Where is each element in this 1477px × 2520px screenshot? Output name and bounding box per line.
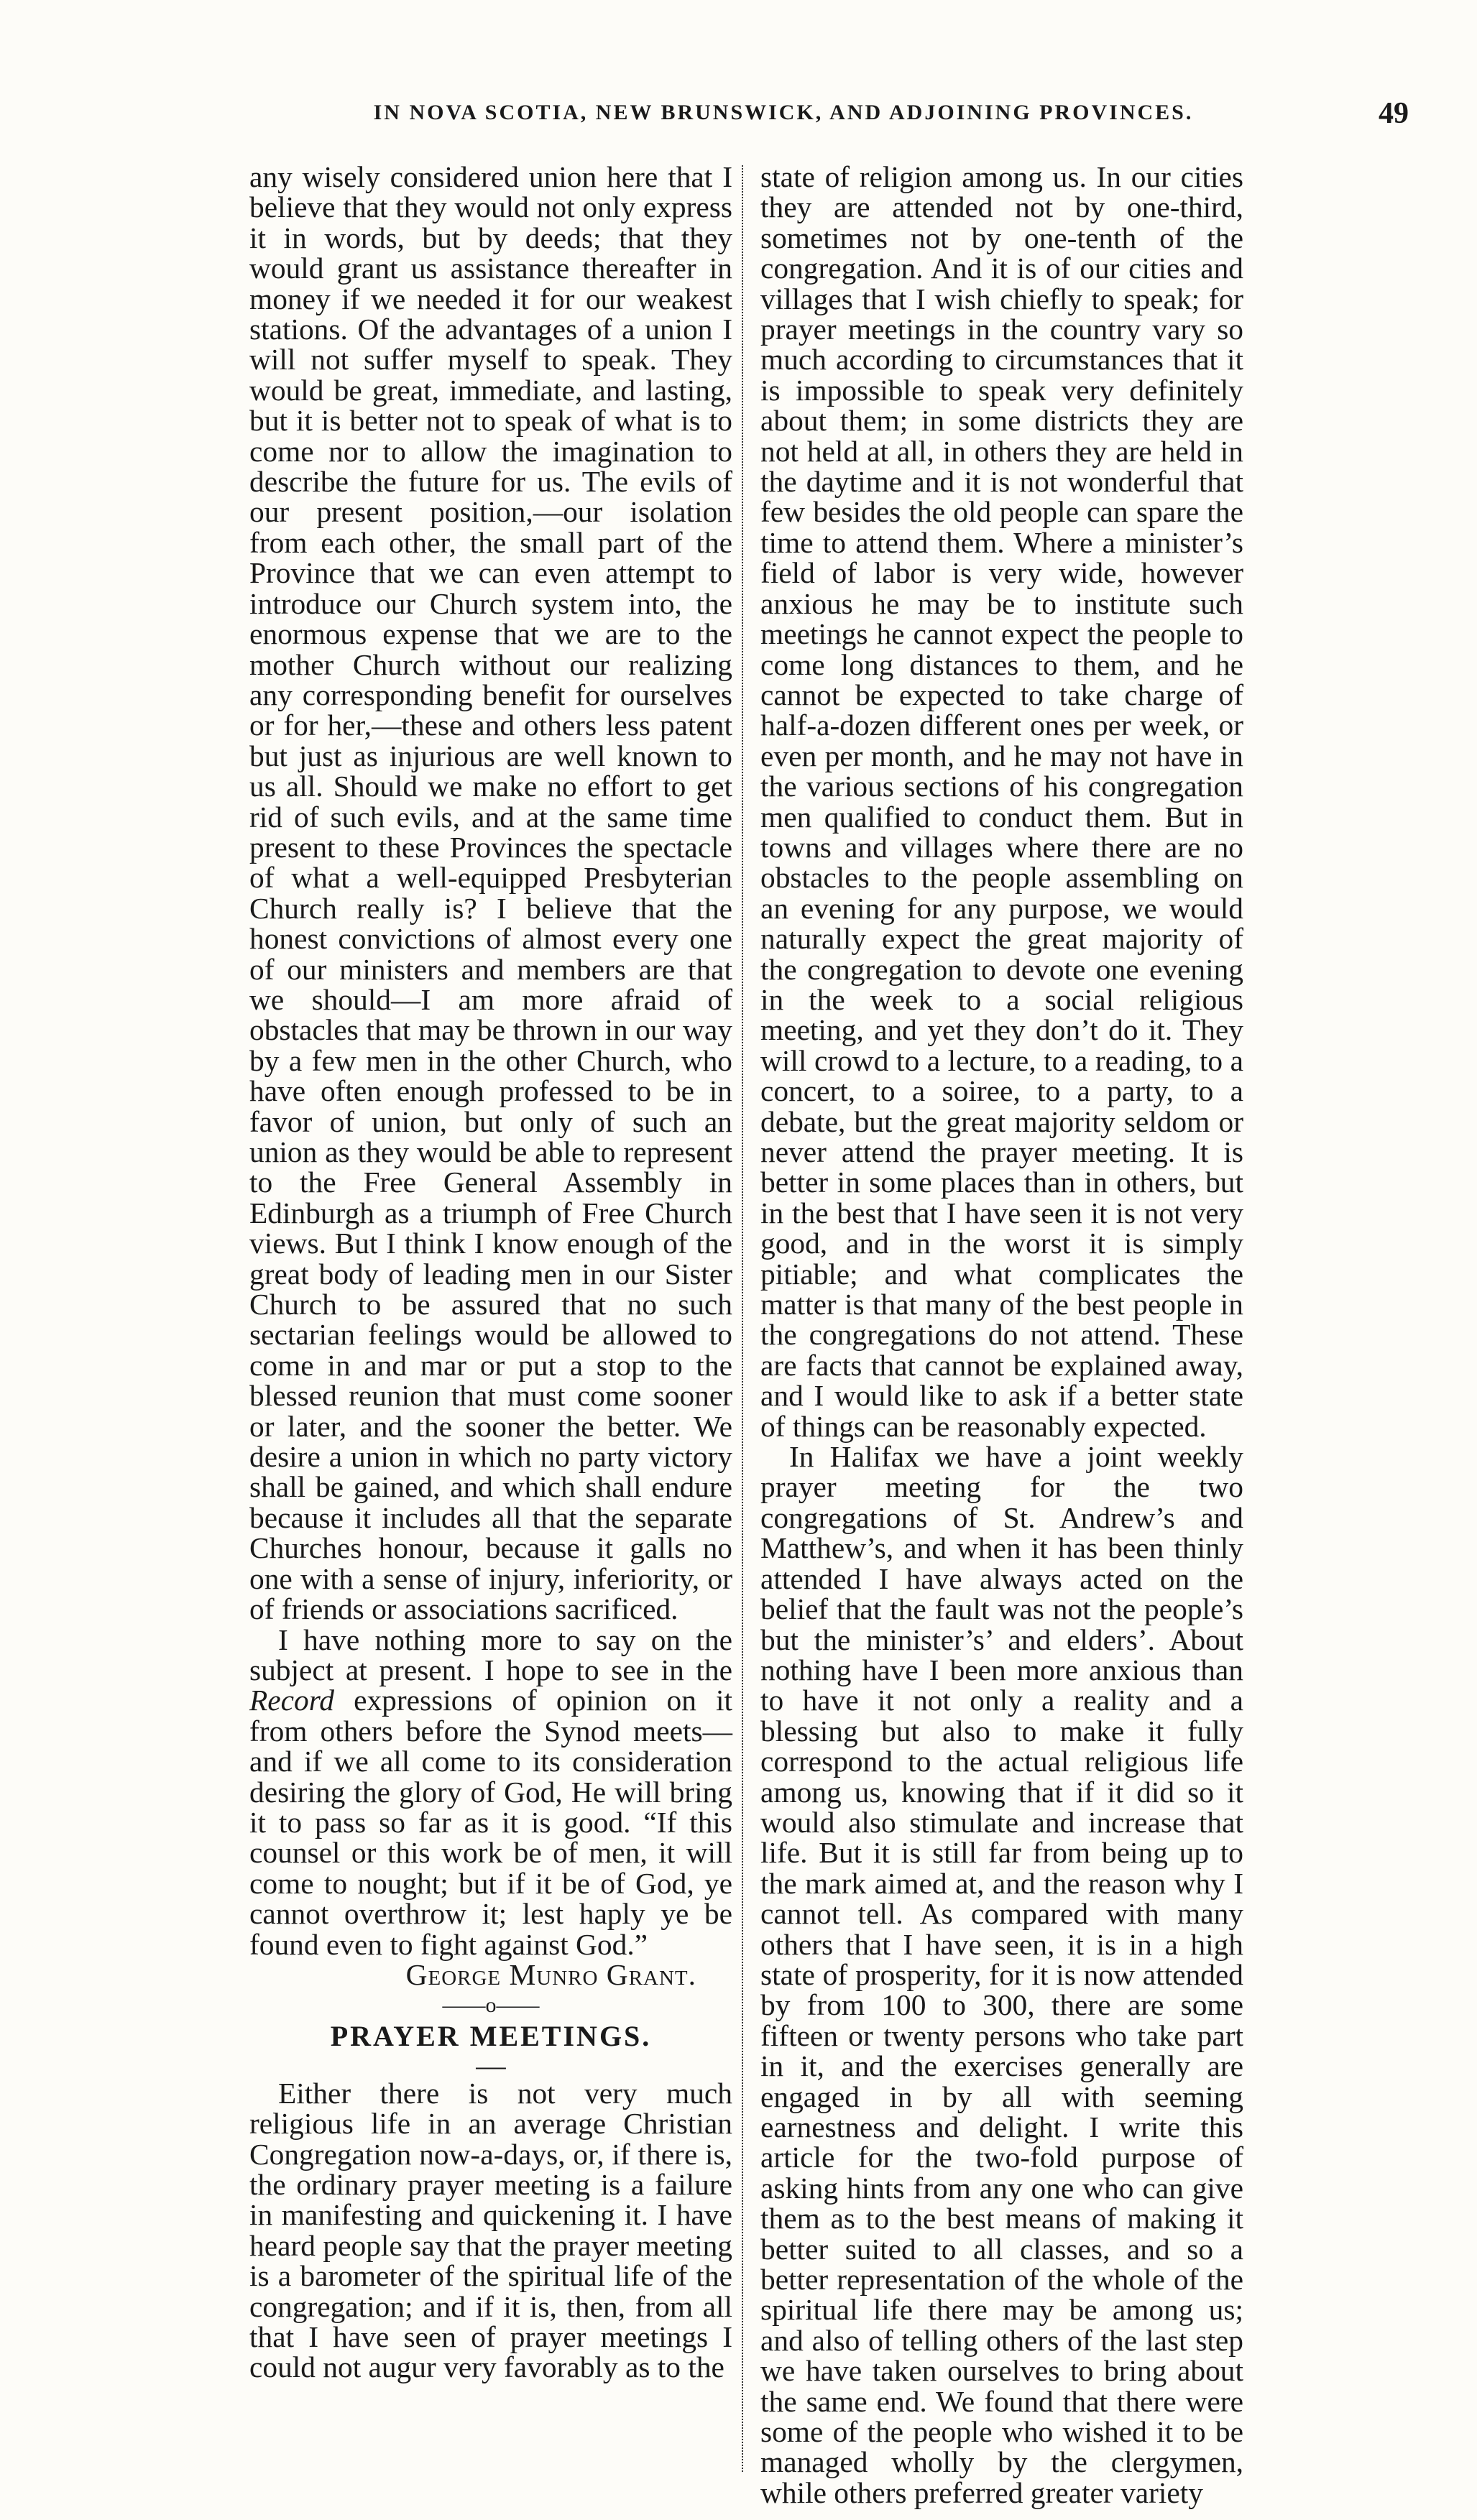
record-italic: Record	[249, 1684, 334, 1717]
article-paragraph-continued: state of religion among us. In our cities they are attended not by one-third, sometimes not by one-tenth of the congregation. And it is of our cities and villages that I wish chiefly to speak; for prayer meetings in the country vary so much according to circumstances that it is impossible to speak very definitely about them; in some districts they are not held at all, in others they are held in the daytime and it is not wonderful that few besides the old people can spare the time to attend them. Where a minister’s field of labor is very wide, however anxious he may be to institute such meetings he cannot expect the people to come long distances to them, and he cannot be expected to take charge of half-a-dozen different ones per week, or even per month, and he may not have in the various sections of his congregation men qualified to conduct them. But in towns and villages where there are no obstacles to the people assembling on an evening for any purpose, we would naturally expect the great majority of the congregation to devote one evening in the week to a social religious meeting, and yet they don’t do it. They will crowd to a lecture, to a reading, to a concert, to a soiree, to a party, to a debate, but the great majority seldom or never attend the prayer meeting. It is better in some places than in others, but in the best that I have seen it is not very good, and in the worst it is simply pitiable; and what complicates the matter is that many of the best people in the congregations do not attend. These are facts that cannot be explained away, and I would like to ask if a better state of things can be reasonably expected.	[760, 160, 1243, 1443]
section-separator: ——o——	[442, 1993, 540, 2018]
halifax-paragraph: In Halifax we have a joint weekly prayer meeting for the two congregations of St. Andrew’s and Matthew’s, and when it has been thinly attended I have always acted on the belief that the fault was not the people’s but the minister’s’ and elders’. About nothing have I been more anxious than to have it not only a reality and a blessing but also to make it fully correspond to the actual religious life among us, knowing that if it did so it would also stimulate and increase that life. But it is still far from being up to the mark aimed at, and the reason why I cannot tell. As compared with many others that I have seen, it is in a high state of prosperity, for it is now attended by from 100 to 300, there are some fifteen or twenty persons who take part in it, and the exercises generally are engaged in by all with seeming earnestness and delight. I write this article for the two-fold purpose of asking hints from any one who can give them as to the best means of making it better suited to all classes, and so a better representation of the whole of the spiritual life there may be among us; and also of telling others of the last step we have taken ourselves to bring about the same end. We found that there were some of the people who wished it to be managed wholly by the clergymen, while others preferred greater variety	[760, 1440, 1243, 2509]
column-divider	[742, 165, 743, 2472]
closing-text-start: I have nothing more to say on the subject at present. I hope to see in the	[249, 1623, 732, 1686]
letter-paragraph: any wisely considered union here that I believe that they would not only express it in words, but by deeds; that they would grant us assistance thereafter in money if we needed it for our weakest stations. Of the advantages of a union I will not suffer myself to speak. They would be great, immediate, and lasting, but it is better not to speak of what is to come nor to allow the imagination to describe the future for us. The evils of our present position,—our isolation from each other, the small part of the Province that we can even attempt to introduce our Church system into, the enormous expense that we are to the mother Church without our realizing any corresponding benefit for ourselves or for her,—these and others less patent but just as injurious are well known to us all. Should we make no effort to get rid of such evils, and at the same time present to these Provinces the spectacle of what a well-equipped Presbyterian Church really is? I believe that the honest convictions of almost every one of our ministers and members are that we should—I am more afraid of obstacles that may be thrown in our way by a few men in the other Church, who have often enough professed to be in favor of union, but only of such an union as they would be able to represent to the Free General Assembly in Edinburgh as a triumph of Free Church views. But I think I know enough of the great body of leading men in our Sister Church to be assured that no such sectarian feelings would be allowed to come in and mar or put a stop to the blessed reunion that must come sooner or later, and the sooner the better. We desire a union in which no party victory shall be gained, and which shall endure because it includes all that the separate Churches honour, because it galls no one with a sense of injury, inferiority, or of friends or associations sacrificed.	[249, 160, 732, 1626]
page-header	[244, 97, 1409, 144]
left-column	[249, 162, 732, 2475]
right-column	[760, 160, 1243, 2509]
signature: George Munro Grant.	[405, 1957, 696, 1991]
heading-dash: —	[476, 2048, 506, 2082]
closing-text-end: expressions of opinion on it from others before the Synod meets—and if we all come to its consideration desiring the glory of God, He will bring it to pass so far as it is good. “If this counsel or this work be of men, it will come to nought; but if it be of God, ye cannot overthrow it; lest haply ye be found even to fight against God.”	[249, 1684, 732, 1961]
article-paragraph: Either there is not very much religious life in an average Christian Congregation now-a-days, or, if there is, the ordinary prayer meeting is a failure in manifesting and quickening it. I have heard people say that the prayer meeting is a barometer of the spiritual life of the congregation; and if it is, then, from all that I have seen of prayer meetings I could not augur very favorably as to the	[249, 2076, 732, 2384]
article-heading: PRAYER MEETINGS.	[330, 2020, 652, 2053]
running-head: IN NOVA SCOTIA, NEW BRUNSWICK, AND ADJOINING PROVINCES.	[373, 101, 1194, 124]
page-number: 49	[1379, 97, 1409, 130]
closing-paragraph	[249, 1625, 732, 1960]
